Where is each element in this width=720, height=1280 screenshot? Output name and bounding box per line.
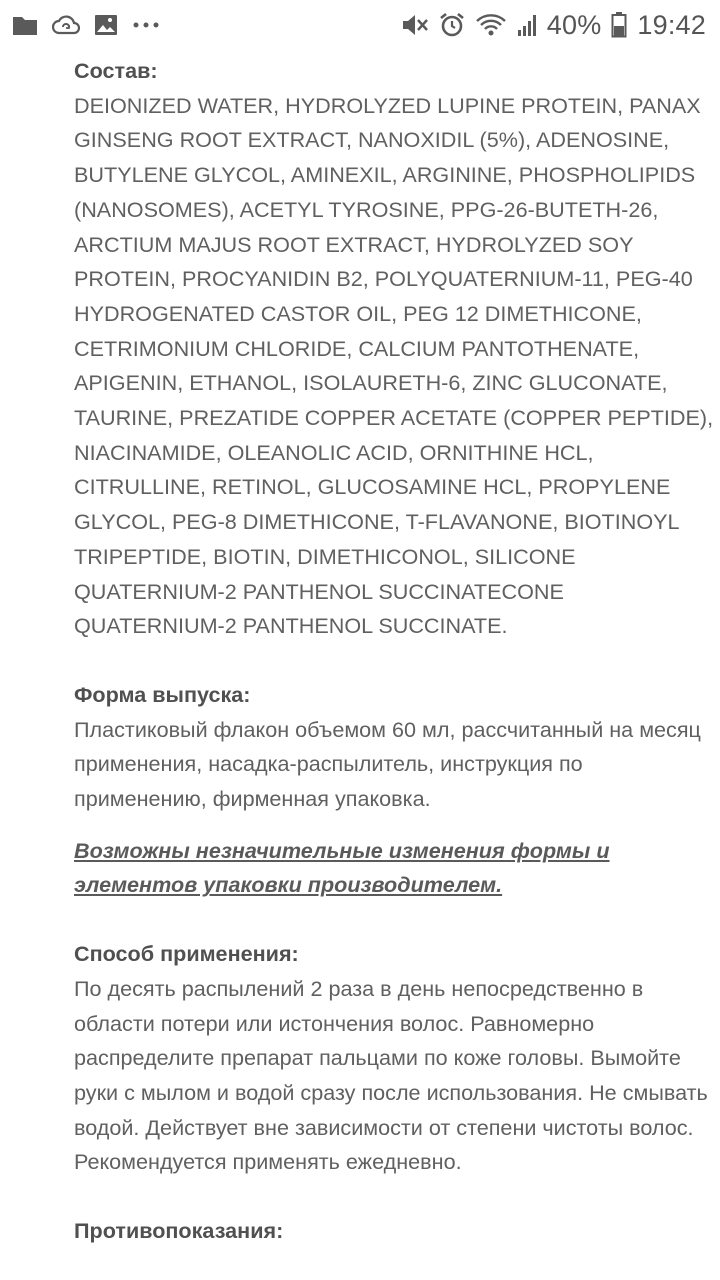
packaging-notice: Возможны незначительные изменения формы и элементов упаковки производителем. xyxy=(74,837,610,898)
composition-heading: Состав: xyxy=(74,58,158,83)
wifi-icon xyxy=(475,13,507,37)
clock: 19:42 xyxy=(637,9,706,40)
status-right-icons xyxy=(401,10,706,41)
battery-icon xyxy=(611,12,627,38)
status-bar xyxy=(0,0,720,50)
release-form-heading: Форма выпуска: xyxy=(74,681,251,707)
contraindications-heading: Противопоказания: xyxy=(74,1218,284,1244)
usage-text: По десять распылений 2 раза в день непосредственно в области потери или истончения волос. Равномерно распределите препарат пальцами по коже головы. Вымойте руки с мылом и водой сразу после использования. Не смывать водой. Действует вне зависимости от степени чистоты волос. Рекомендуется применять ежедневно. xyxy=(74,975,708,1175)
more-icon xyxy=(132,21,160,29)
battery-percent: 40% xyxy=(546,9,602,40)
folder-icon xyxy=(12,14,38,36)
status-left-icons xyxy=(12,14,160,36)
product-description xyxy=(74,54,714,1249)
usage-heading: Способ применения: xyxy=(74,941,299,967)
mute-icon xyxy=(401,13,429,37)
composition-text: DEIONIZED WATER, HYDROLYZED LUPINE PROTEIN, PANAX GINSENG ROOT EXTRACT, NANOXIDIL (5%), ADENOSINE, BUTYLENE GLYCOL, AMINEXIL, ARGININE, PHOSPHOLIPIDS (NANOSOMES), ACETYL TYROSINE, PPG-26-BUTETH-26, ARCTIUM MAJUS ROOT EXTRACT, HYDROLYZED SOY PROTEIN, PROCYANIDIN B2, POLYQUATERNIUM-11, PEG-40 HYDROGENATED CASTOR OIL, PEG 12 DIMETHICONE, CETRIMONIUM CHLORIDE, CALCIUM PANTOTHENATE, APIGENIN, ETHANOL, ISOLAURETH-6, ZINC GLUCONATE, TAURINE, PREZATIDE COPPER ACETATE (COPPER PEPTIDE), NIACINAMIDE, OLEANOLIC ACID, ORNITHINE HCL, CITRULLINE, RETINOL, GLUCOSAMINE HCL, PROPYLENE GLYCOL, PEG-8 DIMETHICONE, T-FLAVANONE, BIOTINOYL TRIPEPTIDE, BIOTIN, DIMETHICONOL, SILICONE QUATERNIUM-2 PANTHENOL SUCCINATECONE QUATERNIUM-2 PANTHENOL SUCCINATE. xyxy=(74,92,714,639)
image-icon xyxy=(94,14,118,36)
cloud-sync-icon xyxy=(52,14,80,36)
release-form-text: Пластиковый флакон объемом 60 мл, рассчитанный на месяц применения, насадка-распылитель, инструкция по применению, фирменная упаковка. xyxy=(74,716,701,812)
signal-icon xyxy=(517,13,537,37)
alarm-icon xyxy=(439,12,465,38)
